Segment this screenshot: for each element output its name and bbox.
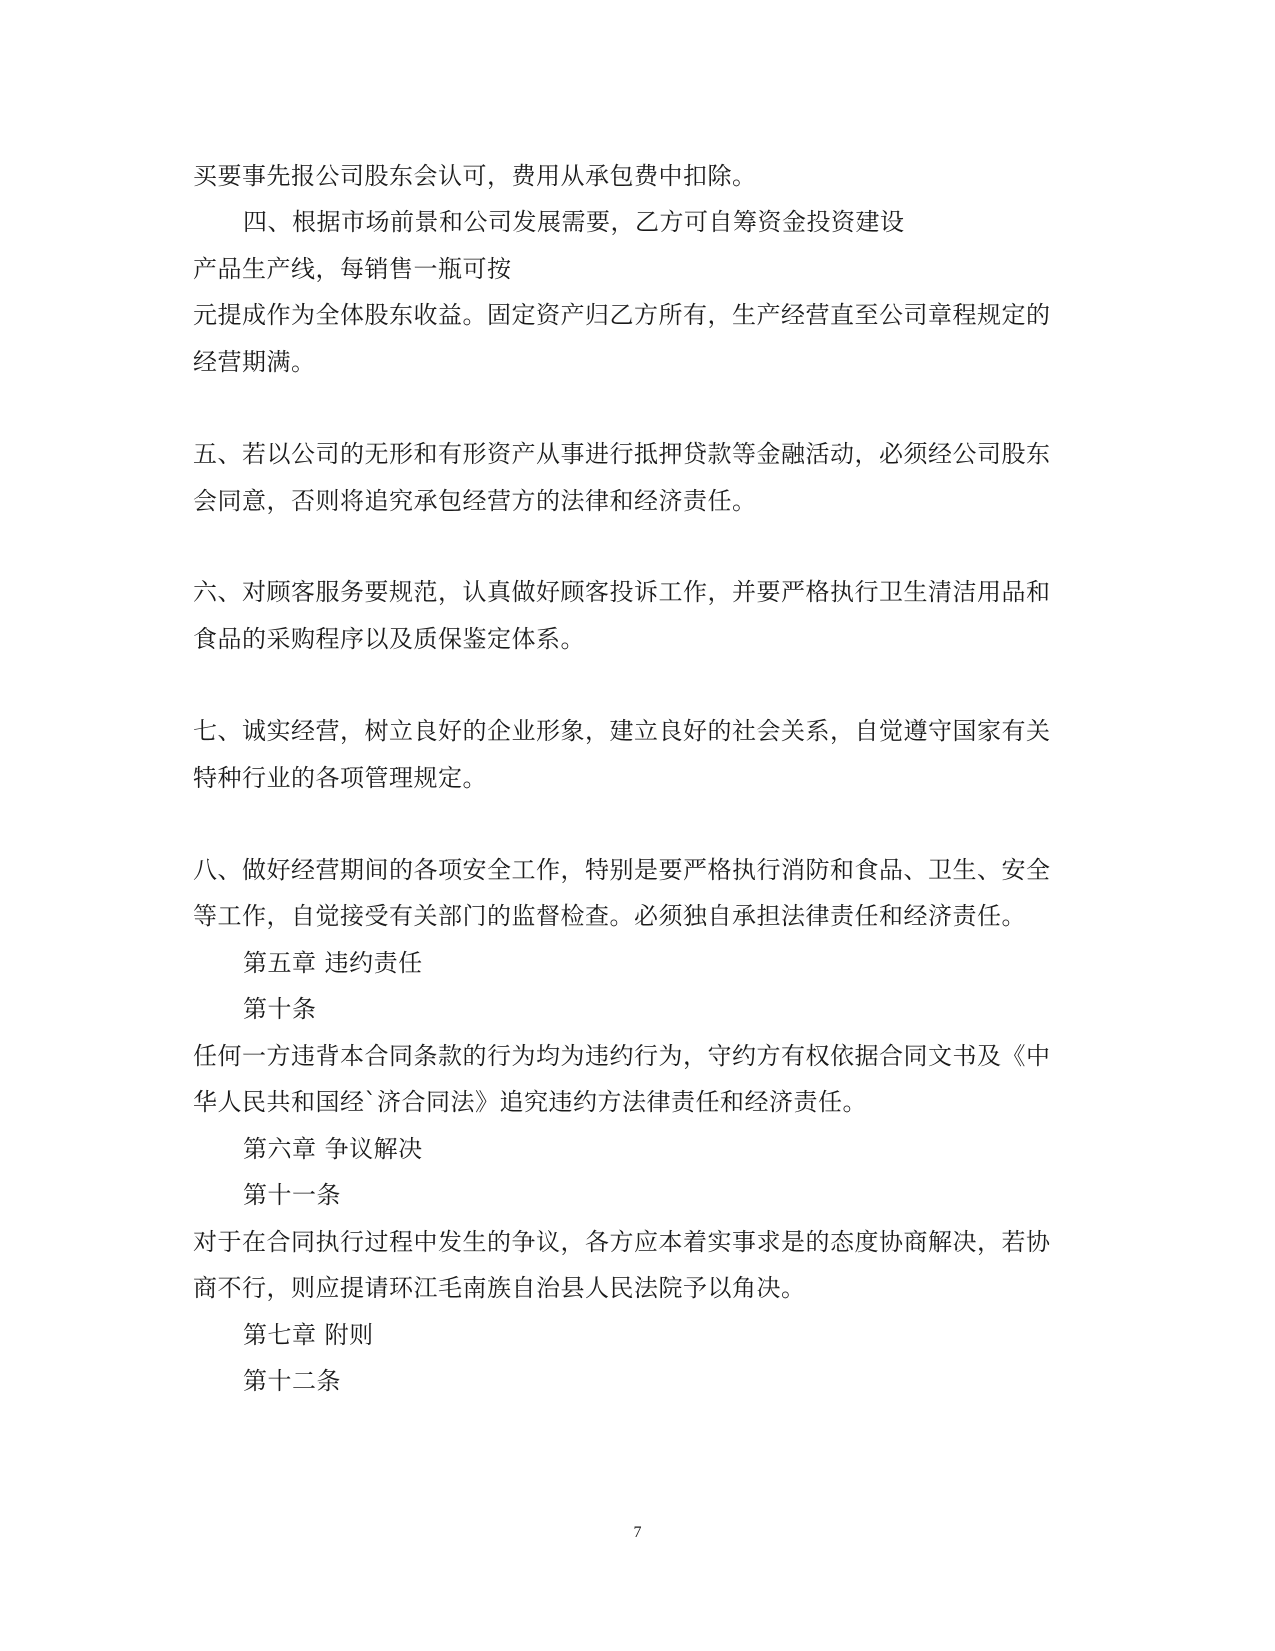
article-heading: 第十一条 xyxy=(243,1181,341,1209)
chapter-heading: 第六章 争议解决 xyxy=(243,1135,423,1163)
text-line: 经营期满。 xyxy=(193,348,316,376)
article-heading: 第十二条 xyxy=(243,1367,341,1395)
text-line: 任何一方违背本合同条款的行为均为违约行为，守约方有权依据合同文书及《中 xyxy=(193,1042,1051,1070)
text-line: 特种行业的各项管理规定。 xyxy=(193,764,487,792)
text-line: 元提成作为全体股东收益。固定资产归乙方所有，生产经营直至公司章程规定的 xyxy=(193,301,1051,329)
text-line: 华人民共和国经`济合同法》追究违约方法律责任和经济责任。 xyxy=(193,1088,867,1116)
text-line: 七、诚实经营，树立良好的企业形象，建立良好的社会关系，自觉遵守国家有关 xyxy=(193,717,1051,745)
text-line: 食品的采购程序以及质保鉴定体系。 xyxy=(193,625,585,653)
text-line: 五、若以公司的无形和有形资产从事进行抵押贷款等金融活动，必须经公司股东 xyxy=(193,440,1051,468)
article-heading: 第十条 xyxy=(243,995,317,1023)
text-line: 产品生产线，每销售一瓶可按 xyxy=(193,255,512,283)
text-line: 对于在合同执行过程中发生的争议，各方应本着实事求是的态度协商解决，若协 xyxy=(193,1228,1051,1256)
text-line: 买要事先报公司股东会认可，费用从承包费中扣除。 xyxy=(193,162,757,190)
text-line: 等工作，自觉接受有关部门的监督检查。必须独自承担法律责任和经济责任。 xyxy=(193,902,1026,930)
text-line: 商不行，则应提请环江毛南族自治县人民法院予以角决。 xyxy=(193,1274,806,1302)
text-line: 八、做好经营期间的各项安全工作，特别是要严格执行消防和食品、卫生、安全 xyxy=(193,856,1051,884)
chapter-heading: 第五章 违约责任 xyxy=(243,949,423,977)
text-line: 会同意，否则将追究承包经营方的法律和经济责任。 xyxy=(193,487,757,515)
text-line: 六、对顾客服务要规范，认真做好顾客投诉工作，并要严格执行卫生清洁用品和 xyxy=(193,578,1051,606)
page-number: 7 xyxy=(633,1524,642,1541)
text-line: 四、根据市场前景和公司发展需要，乙方可自筹资金投资建设 xyxy=(243,208,905,236)
chapter-heading: 第七章 附则 xyxy=(243,1321,374,1349)
